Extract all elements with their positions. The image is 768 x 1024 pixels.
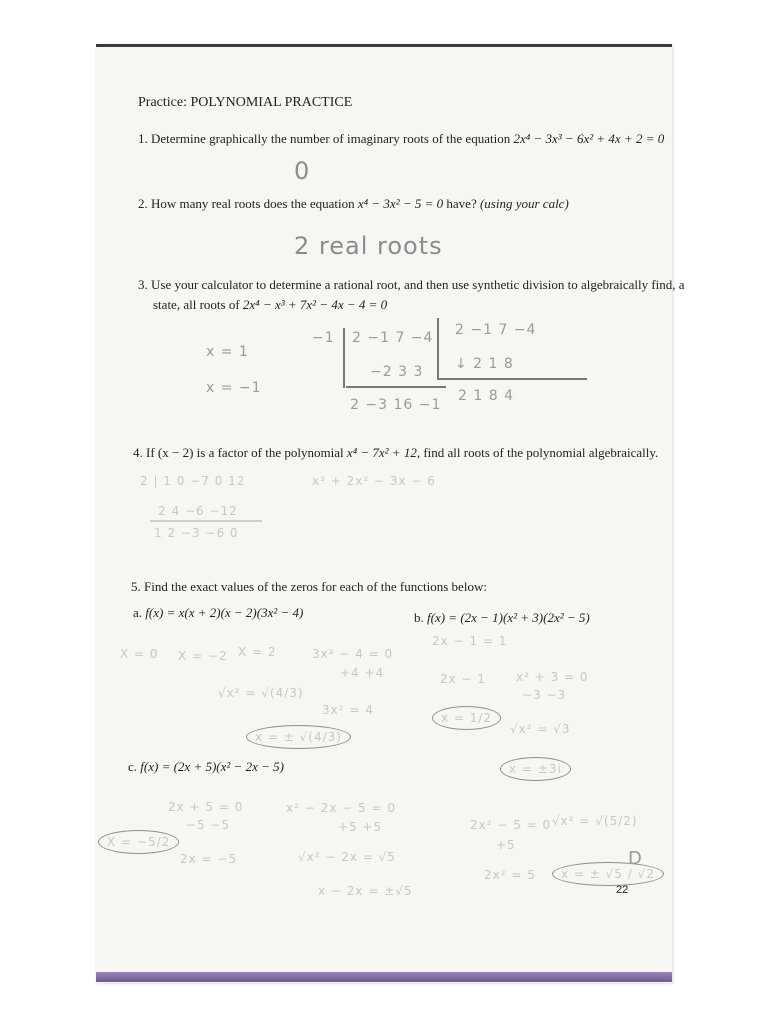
work-5c-8: 2x² − 5 = 0: [470, 818, 552, 832]
work-5c-9: +5: [496, 838, 516, 852]
work-5a-6: 3x² = 4: [322, 703, 374, 717]
question-5b: [414, 610, 590, 626]
work-x2: x = −1: [206, 380, 262, 396]
synthetic-2-row-2: ↓ 2 1 8: [455, 356, 514, 372]
synthetic-line: [346, 386, 446, 388]
part-equation: f(x) = x(x + 2)(x − 2)(3x² − 4): [145, 605, 304, 620]
question-4: [133, 445, 658, 461]
page-title: Practice: POLYNOMIAL PRACTICE: [138, 95, 353, 110]
question-number: 1.: [138, 131, 148, 146]
grader-initial: D: [628, 848, 643, 869]
part-label: c.: [128, 759, 138, 774]
work-5a-5: +4 +4: [340, 666, 385, 680]
work-5b-answer-2: x = ±3i: [500, 757, 571, 781]
question-equation: x⁴ − 7x² + 12,: [346, 445, 421, 460]
question-2: [138, 196, 569, 212]
question-note: (using your calc): [479, 196, 569, 211]
page-edge: [96, 972, 672, 982]
work-5b-3: x² + 3 = 0: [516, 670, 589, 684]
question-number: 2.: [138, 196, 148, 211]
question-1: [138, 131, 664, 147]
question-text-2: find all roots of the polynomial algebraically.: [423, 445, 659, 460]
work-5a-2: X = −2: [178, 649, 228, 663]
q4-quotient: x³ + 2x² − 3x − 6: [312, 474, 436, 488]
question-text: Use your calculator to determine a rational root, and then use synthetic division to algebraically find, a: [151, 277, 685, 292]
q4-row-3: 1 2 −3 −6 0: [154, 526, 239, 540]
synthetic-bar: [343, 328, 345, 388]
work-5a-7: √x² = √(4/3): [218, 686, 304, 700]
synthetic-2-row-3: 2 1 8 4: [458, 388, 514, 404]
page-number: 22: [616, 884, 629, 896]
work-5c-6: √x² − 2x = √5: [298, 850, 396, 864]
work-5c-10: √x² = √(5/2): [552, 814, 638, 828]
synthetic-2-row-1: 2 −1 7 −4: [455, 322, 537, 338]
work-5c-answer-2: x = ± √5 / √2: [552, 862, 664, 886]
part-equation: f(x) = (2x + 5)(x² − 2x − 5): [140, 759, 284, 774]
question-text: How many real roots does the equation: [151, 196, 355, 211]
part-label: b.: [414, 610, 424, 625]
question-text-2: have?: [446, 196, 477, 211]
work-5b-2: 2x − 1: [440, 672, 487, 686]
synthetic-row-3: 2 −3 16 −1: [350, 397, 442, 413]
q4-line: [150, 520, 262, 522]
answer-2: 2 real roots: [294, 232, 443, 260]
question-5: [131, 579, 487, 595]
work-5b-answer-1: x = 1/2: [432, 706, 501, 730]
question-equation: x⁴ − 3x² − 5 = 0: [357, 196, 444, 211]
part-equation: f(x) = (2x − 1)(x² + 3)(2x² − 5): [427, 610, 590, 625]
work-5c-1: 2x + 5 = 0: [168, 800, 244, 814]
question-equation: 2x⁴ − 3x³ − 6x² + 4x + 2 = 0: [513, 131, 665, 146]
question-3-line-2: [153, 297, 387, 313]
question-text: If (x − 2) is a factor of the polynomial: [146, 445, 344, 460]
work-5c-3: 2x = −5: [180, 852, 238, 866]
work-5b-4: −3 −3: [522, 688, 567, 702]
work-5a-4: 3x² − 4 = 0: [312, 647, 394, 661]
synthetic-divisor: −1: [312, 330, 335, 346]
part-label: a.: [133, 605, 143, 620]
work-5c-11: 2x² = 5: [484, 868, 536, 882]
work-5b-5: √x² = √3: [510, 722, 571, 736]
question-equation: 2x⁴ − x³ + 7x² − 4x − 4 = 0: [242, 297, 388, 312]
q4-row-2: 2 4 −6 −12: [158, 504, 238, 518]
synthetic-2-line: [437, 378, 587, 380]
work-5c-2: −5 −5: [186, 818, 231, 832]
question-5a: [133, 605, 303, 621]
question-number: 5.: [131, 579, 141, 594]
work-x1: x = 1: [206, 344, 249, 360]
question-text: state, all roots of: [153, 297, 240, 312]
question-3: [138, 277, 685, 293]
question-5c: [128, 759, 284, 775]
work-5b-1: 2x − 1 = 1: [432, 634, 508, 648]
question-number: 3.: [138, 277, 148, 292]
work-5c-4: x² − 2x − 5 = 0: [286, 801, 396, 815]
question-text: Determine graphically the number of imaginary roots of the equation: [151, 131, 511, 146]
question-text: Find the exact values of the zeros for each of the functions below:: [144, 579, 487, 594]
work-5c-7: x − 2x = ±√5: [318, 884, 413, 898]
synthetic-bar-2: [437, 318, 439, 380]
question-number: 4.: [133, 445, 143, 460]
work-5c-answer-1: X = −5/2: [98, 830, 179, 854]
work-5a-1: X = 0: [120, 647, 159, 661]
answer-1: 0: [294, 157, 311, 185]
q4-row-1: 2 | 1 0 −7 0 12: [140, 474, 246, 488]
work-5a-3: X = 2: [238, 645, 277, 659]
synthetic-row-1: 2 −1 7 −4: [352, 330, 434, 346]
work-5a-answer: x = ± √(4/3): [246, 725, 351, 749]
synthetic-row-2: −2 3 3: [370, 364, 424, 380]
work-5c-5: +5 +5: [338, 820, 383, 834]
